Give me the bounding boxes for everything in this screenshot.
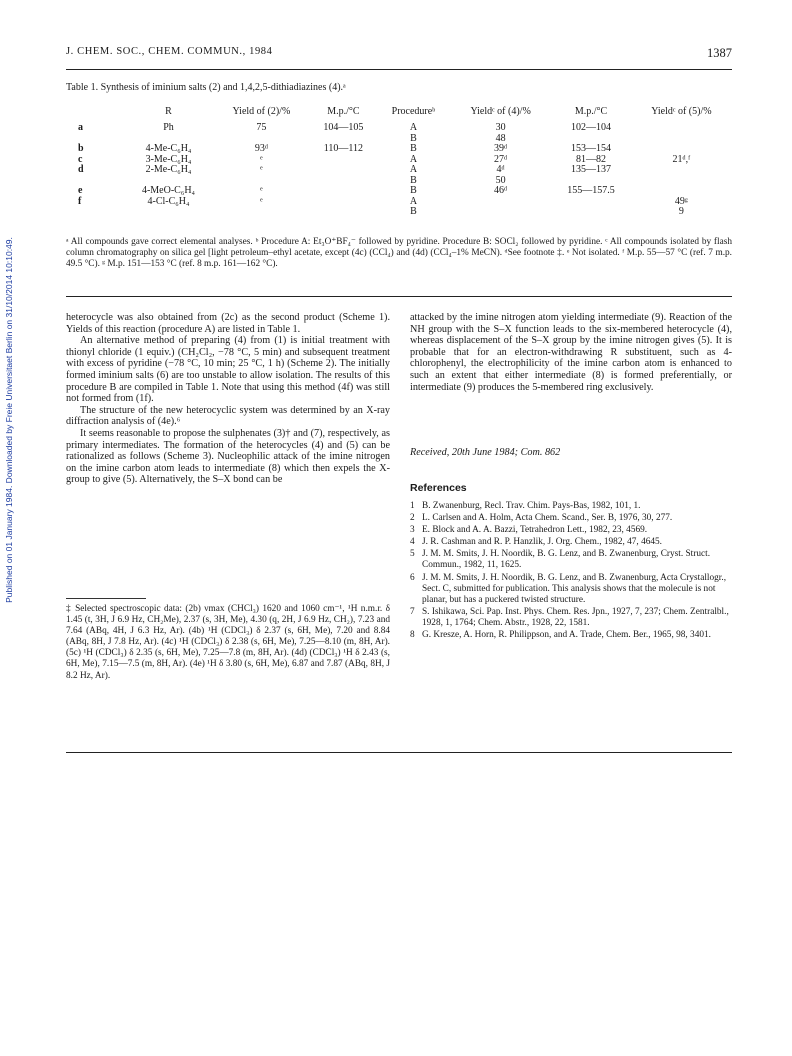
table-cell: [450, 197, 551, 208]
table-cell: [551, 197, 631, 208]
reference-number: 1: [410, 501, 415, 511]
journal-title: J. CHEM. SOC., CHEM. COMMUN., 1984: [66, 46, 273, 57]
table-cell: [66, 176, 124, 187]
table-cell: 3-Me-C₆H₄: [145, 153, 192, 165]
table-cell: A: [409, 164, 418, 175]
table-cell: ᵉ: [260, 164, 263, 175]
paragraph: heterocycle was also obtained from (2c) as the second product (Scheme 1). Yields of this reaction (procedure A) are listed in Table 1.: [66, 312, 390, 335]
table-cell: a: [78, 122, 83, 133]
table-cell: B: [410, 174, 417, 186]
reference-item: [410, 537, 732, 548]
page-number: 1387: [707, 46, 732, 60]
reference-item: [410, 573, 732, 606]
table-cell: [66, 134, 124, 145]
table-cell: 21ᵈ,ᶠ: [672, 153, 691, 165]
page-bottom-rule: [66, 752, 732, 753]
table-cell: 4-MeO-C₆H₄: [141, 185, 196, 196]
table-cell: 153—154: [571, 143, 611, 154]
data-table: [66, 106, 732, 218]
column-header: Procedureᵇ: [391, 106, 436, 117]
reference-item: [410, 607, 732, 629]
table-cell: 93ᵈ: [254, 143, 268, 154]
table-cell: 4ᵈ: [496, 164, 505, 175]
table-cell: 102—104: [571, 122, 611, 133]
reference-number: 7: [410, 606, 415, 617]
table-cell: Ph: [163, 122, 174, 133]
reference-list: [410, 501, 732, 642]
reference-number: 3: [410, 525, 415, 536]
reference-item: [410, 501, 732, 512]
received-date: Received, 20th June 1984; Com. 862: [410, 447, 561, 458]
paragraph: An alternative method of preparing (4) from (1) is initial treatment with thionyl chloride (1 equiv.) (CH₂Cl₂, −78 °C, 5 min) and subsequent treatment with excess of pyridine (−78 °C, 10 min; 25 °C, 1 h) (Scheme 2). The initially formed iminium salts (6) are too unstable to allow isolation. The results of this procedure B are compiled in Table 1. Note that using this method (4f) was still not formed from (1f).: [66, 335, 390, 405]
reference-item: [410, 525, 732, 536]
table-cell: 75: [256, 122, 267, 133]
reference-item: [410, 549, 732, 571]
column-header: R: [165, 106, 172, 117]
reference-number: 8: [410, 630, 415, 641]
table-cell: [631, 123, 732, 134]
table-cell: 2-Me-C₆H₄: [145, 164, 192, 175]
table-cell: 39ᵈ: [494, 143, 508, 154]
table-cell: [631, 134, 732, 145]
reference-number: 5: [410, 549, 415, 560]
paragraph: The structure of the new heterocyclic system was determined by an X-ray diffraction analysis of (4e).⁶: [66, 404, 390, 428]
table-cell: 155—157.5: [567, 185, 615, 196]
table-cell: [66, 207, 124, 218]
table-row: [66, 144, 732, 155]
table-cell: f: [78, 195, 82, 207]
table-row: [66, 165, 732, 176]
column-header: M.p./°C: [574, 106, 608, 117]
table-cell: d: [78, 164, 84, 175]
reference-number: 2: [410, 513, 415, 524]
table-cell: [213, 207, 310, 218]
table-cell: 48: [495, 132, 506, 144]
table-cell: 4-Cl-C₆H₄: [147, 195, 190, 207]
table-cell: 4-Me-C₆H₄: [145, 143, 192, 154]
table-row: [66, 186, 732, 197]
reference-number: 4: [410, 537, 415, 548]
table-cell: [310, 165, 377, 176]
table-cell: b: [78, 143, 84, 154]
paragraph: It seems reasonable to propose the sulphenates (3)† and (7), respectively, as primary intermediates. The formation of the heterocycles (4) and (5) can be rationalized as follows (Scheme 3). Nucleophilic attack of the imine nitrogen on the imine carbon atom leads to intermediate (8) which then expels the X-group to give (5). Alternatively, the S–X bond can be: [66, 427, 390, 486]
column-header: Yieldᶜ of (5)/%: [651, 106, 712, 117]
table-cell: ᵉ: [260, 153, 263, 165]
column-header: Yield of (2)/%: [232, 106, 291, 117]
column-header: [66, 106, 124, 123]
reference-text: J. M. M. Smits, J. H. Noordik, B. G. Lenz, and B. Zwanenburg, Acta Crystallogr., Sect. C, submitted for publication. This analysis shows that the molecule is not planar, but has a puckered twisted structure.: [422, 572, 727, 605]
table-header-row: [66, 106, 732, 123]
table-cell: 9: [678, 206, 684, 217]
table-cell: [631, 144, 732, 155]
table-cell: ᵉ: [260, 185, 263, 196]
reference-item: [410, 630, 732, 641]
publication-sidebar-text: Published on 01 January 1984. Downloaded by Freie Universitaet Berlin on 31/10/2014 10:10:49.: [4, 237, 14, 603]
reference-text: G. Kresze, A. Horn, R. Philippson, and A. Trade, Chem. Ber., 1965, 98, 3401.: [422, 630, 711, 641]
table-cell: A: [409, 195, 418, 207]
table-cell: 135—137: [571, 164, 611, 175]
table-cell: B: [410, 143, 417, 154]
publication-sidebar: [0, 180, 18, 660]
table-cell: A: [409, 122, 418, 133]
table-cell: [310, 176, 377, 187]
table-cell: 27ᵈ: [494, 153, 508, 165]
table-cell: 104—105: [323, 122, 364, 133]
reference-number: 6: [410, 572, 415, 583]
table-cell: [310, 186, 377, 197]
table-row: [66, 197, 732, 208]
footnote-spectroscopic: ‡ Selected spectroscopic data: (2b) νmax (CHCl₃) 1620 and 1060 cm⁻¹, ¹H n.m.r. δ 1.45 (t, 3H, J 6.9 Hz, CH₂Me), 2.37 (s, 3H, Me), 4.30 (q, 2H, J 6.9 Hz, CH₂), 7.23 and 7.64 (ABq, 4H, J 6.3 Hz, Ar). (4b) ¹H (CDCl₃) δ 2.37 (s, 6H, Me), 7.20 and 8.84 (ABq, 8H, J 7.8 Hz, Ar). (4c) ¹H (CDCl₃) δ 2.38 (s, 6H, Me), 7.25—8.10 (m, 8H, Ar). (5c) ¹H (CDCl₃) δ 2.35 (s, 6H, Me), 7.25—7.8 (m, 8H, Ar). (4d) (CDCl₃) ¹H δ 2.43 (s, 6H, Me), 7.15—7.5 (m, 8H, Ar). (4e) ¹H δ 3.80 (s, 6H, Me), 6.87 and 7.87 (ABq, 8H, J 8.2 Hz, Ar).: [66, 604, 390, 681]
table-caption: Table 1. Synthesis of iminium salts (2) and 1,4,2,5-dithiadiazines (4).ᵃ: [66, 82, 346, 93]
reference-text: E. Block and A. A. Bazzi, Tetrahedron Lett., 1982, 23, 4569.: [422, 525, 648, 536]
references-heading: References: [410, 482, 467, 494]
table-cell: [310, 207, 377, 218]
table-cell: ᵉ: [260, 195, 263, 207]
table-cell: 30: [495, 122, 506, 133]
table-cell: B: [410, 132, 417, 144]
table-bottom-rule: [66, 296, 732, 297]
reference-text: L. Carlsen and A. Holm, Acta Chem. Scand., Ser. B, 1976, 30, 277.: [422, 513, 673, 524]
table-cell: A: [409, 153, 418, 165]
column-header: Yieldᶜ of (4)/%: [470, 106, 531, 117]
table-footnotes: ᵃ All compounds gave correct elemental analyses. ᵇ Procedure A: Et₃O⁺BF₄⁻ followed by pyridine. Procedure B: SOCl₂ followed by pyridine. ᶜ All compounds isolated by flash column chromatography on silica gel [light petroleum–ethyl acetate, except (4c) (CCl₄) and (4d) (CCl₄–1% MeCN). ᵈSee footnote ‡. ᵉ Not isolated. ᶠ M.p. 55—57 °C (ref. 7 m.p. 49.5 °C). ᵍ M.p. 151—153 °C (ref. 8 m.p. 161—162 °C).: [66, 237, 732, 270]
table-cell: [310, 155, 377, 166]
header-rule: [66, 69, 732, 70]
running-header: [66, 46, 732, 64]
table-cell: B: [410, 206, 417, 217]
table-cell: c: [78, 153, 83, 165]
table-body: [66, 123, 732, 218]
table-cell: 50: [495, 174, 506, 186]
table-row: [66, 207, 732, 218]
table-row: [66, 123, 732, 134]
right-column: [410, 312, 732, 393]
reference-text: J. M. M. Smits, J. H. Noordik, B. G. Lenz, and B. Zwanenburg, Cryst. Struct. Commun., 1982, 11, 1625.: [422, 549, 711, 571]
table-cell: [450, 207, 551, 218]
table-cell: [124, 207, 213, 218]
table-cell: [631, 176, 732, 187]
footnote-rule: [66, 598, 146, 599]
table-cell: [551, 207, 631, 218]
reference-text: B. Zwanenburg, Recl. Trav. Chim. Pays-Bas, 1982, 101, 1.: [422, 501, 641, 511]
table-cell: 110—112: [323, 143, 363, 154]
reference-text: S. Ishikawa, Sci. Pap. Inst. Phys. Chem. Res. Jpn., 1927, 7, 237; Chem. Zentralbl., 1928, 1, 1764; Chem. Abstr., 1928, 22, 1581.: [422, 606, 729, 628]
table-cell: [631, 186, 732, 197]
table-cell: 81—82: [576, 153, 606, 165]
table-cell: B: [410, 185, 417, 196]
paragraph: attacked by the imine nitrogen atom yielding intermediate (9). Reaction of the NH group with the S–X function leads to the six-membered heterocycle (4), whereas displacement of the S–X group by the imine nitrogen gives (5). It is probable that for an electron-withdrawing R substituent, such as 4-chlorophenyl, the electrophilicity of the imine carbon atom is enhanced to such an extent that either intermediate (8) is formed preferentially, or intermediate (9) produces the 5-membered ring exclusively.: [410, 312, 732, 393]
table-cell: [631, 165, 732, 176]
table-cell: 46ᵈ: [494, 185, 508, 196]
table-cell: e: [78, 185, 83, 196]
table-cell: [310, 197, 377, 208]
reference-text: J. R. Cashman and R. P. Hanzlik, J. Org. Chem., 1982, 47, 4645.: [422, 537, 662, 548]
reference-item: [410, 513, 732, 524]
table-cell: 49ᵍ: [674, 195, 688, 207]
left-column: [66, 312, 390, 486]
column-header: M.p./°C: [327, 106, 360, 117]
